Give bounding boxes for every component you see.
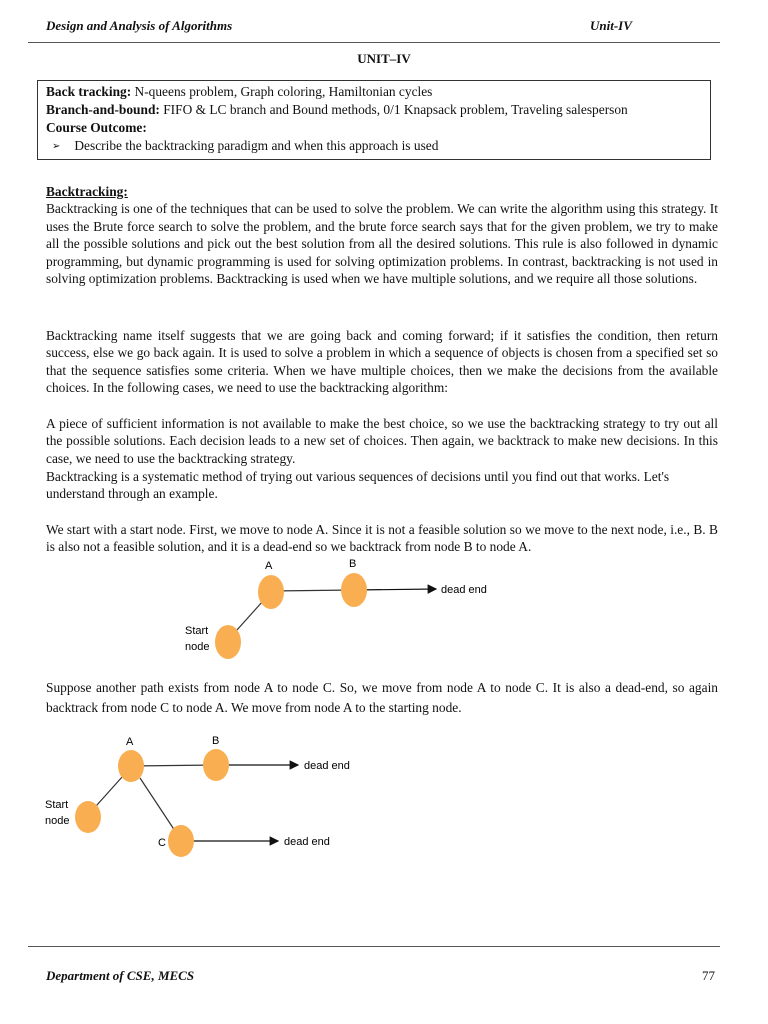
paragraph-2: Backtracking name itself suggests that we are going back and coming forward; if it satisfies the condition, then return success, else we go back again. It is used to solve a problem in which a sequence of objects is chosen from a specified set so that the sequence satisfies some criteria. When we have multiple choices, then we make the decisions from the available choices. In the following cases, we need to use the backtracking algorithm:: [46, 328, 718, 396]
paragraph-6: Suppose another path exists from node A to node C. So, we move from node A to node C. It is also a dead-end, so again backtrack from node C to node A. We move from node A to the starting node.: [46, 680, 718, 715]
paragraph-3: A piece of sufficient information is not available to make the best choice, so we use the backtracking strategy to try out all the possible solutions. Each decision leads to a new set of choices. Then again, we backtrack to make new decisions. In this case, we need to use the backtracking strategy.: [46, 416, 718, 466]
syllabus-backtracking-text: N-queens problem, Graph coloring, Hamiltonian cycles: [131, 84, 433, 99]
node-a: [258, 575, 284, 609]
label-dead-end: dead end: [441, 584, 487, 596]
label2-node-b: B: [212, 735, 220, 747]
paragraph-5: We start with a start node. First, we move to node A. Since it is not a feasible solution so we move to the next node, i.e., B. B is also not a feasible solution, and it is a dead-end so we backtrack from node B to node A.: [46, 522, 718, 555]
label-start-1: Start: [185, 625, 209, 637]
syllabus-bnb-label: Branch-and-bound:: [46, 102, 160, 117]
arrow-bullet-icon: ➢: [52, 141, 61, 152]
node2-c: [168, 825, 194, 857]
footer-divider: [28, 946, 720, 947]
label2-start-2: node: [45, 815, 70, 827]
course-outcome-label: Course Outcome:: [46, 120, 147, 135]
page-number: 77: [702, 968, 715, 983]
label-start-2: node: [185, 641, 210, 653]
label2-start-1: Start: [45, 799, 69, 811]
node-start: [215, 625, 241, 659]
label-node-b: B: [349, 558, 357, 570]
section-heading: Backtracking:: [46, 184, 128, 199]
label2-node-a: A: [126, 736, 134, 748]
node2-a: [118, 750, 144, 782]
course-outcome-text: Describe the backtracking paradigm and when this approach is used: [74, 138, 439, 153]
paragraph-4: Backtracking is a systematic method of trying out various sequences of decisions until you find out that works. Let's understand through an example.: [46, 469, 670, 502]
syllabus-bnb-text: FIFO & LC branch and Bound methods, 0/1 Knapsack problem, Traveling salesperson: [159, 102, 628, 117]
syllabus-backtracking-label: Back tracking:: [46, 84, 132, 99]
label2-node-c: C: [158, 837, 166, 849]
label2-dead-end-b: dead end: [304, 760, 350, 772]
unit-title: UNIT–IV: [357, 51, 411, 66]
label2-dead-end-c: dead end: [284, 836, 330, 848]
node2-start: [75, 801, 101, 833]
header-unit: Unit-IV: [590, 18, 632, 33]
node-b: [341, 573, 367, 607]
label-node-a: A: [265, 560, 273, 572]
header-course-title: Design and Analysis of Algorithms: [46, 18, 233, 33]
footer-department: Department of CSE, MECS: [46, 968, 195, 983]
paragraph-1: Backtracking is one of the techniques that can be used to solve the problem. We can write the algorithm using this strategy. It uses the Brute force search to solve the problem, and the brute force search says that for the given problem, we try to make all the possible solutions and pick out the best solution from all the desired solutions. This rule is also followed in dynamic programming, but dynamic programming is used for solving optimization problems. In contrast, backtracking is not used in solving optimization problems. Backtracking is used when we have multiple solutions, and we require all those solutions.: [46, 201, 718, 287]
node2-b: [203, 749, 229, 781]
